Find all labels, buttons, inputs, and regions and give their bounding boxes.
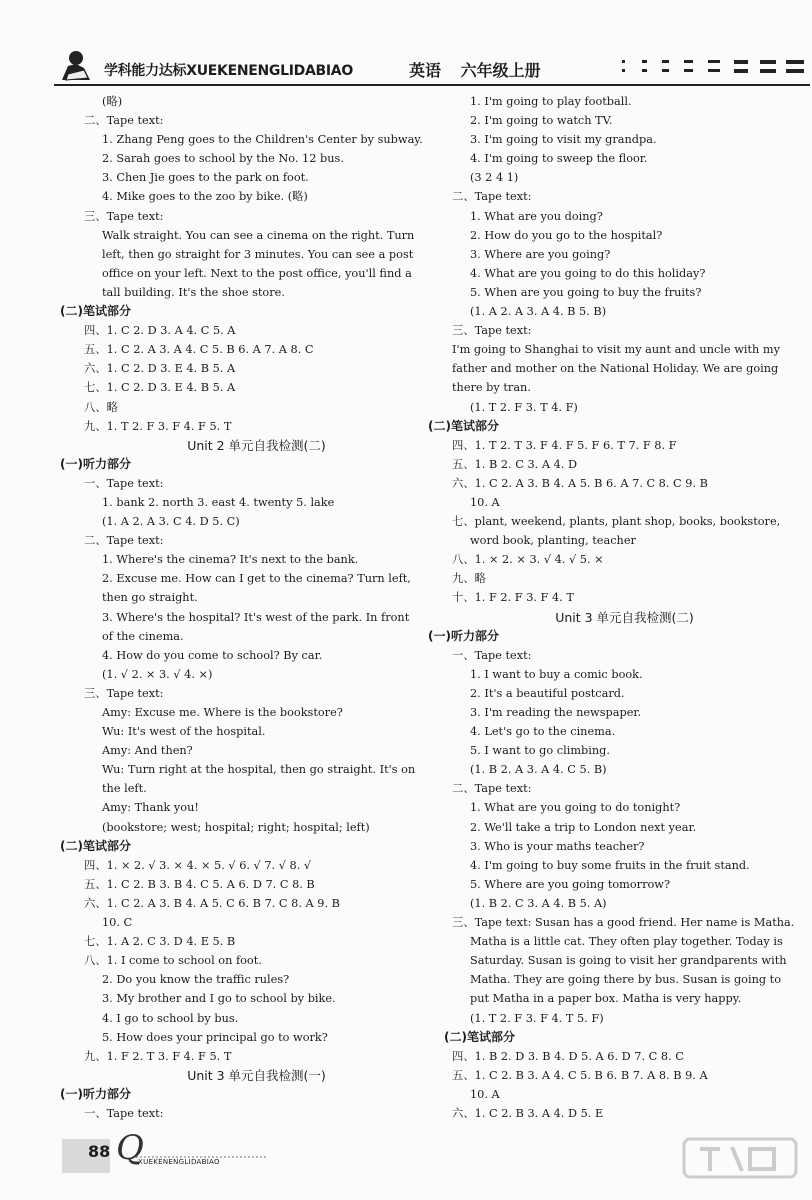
answer-line: (1. T 2. F 3. F 4. T 5. F) — [470, 1011, 604, 1025]
answer-line: 1. bank 2. north 3. east 4. twenty 5. lake — [102, 495, 335, 509]
unit-heading: Unit 3 单元自我检测(二) — [555, 609, 694, 625]
answer-line: Wu: Turn right at the hospital, then go straight. It's on — [102, 763, 416, 777]
answer-line: 七、plant, weekend, plants, plant shop, books, bookstore, — [452, 515, 781, 529]
answer-line: (bookstore; west; hospital; right; hospital; left) — [102, 820, 370, 834]
section-heading: (二)笔试部分 — [428, 418, 499, 433]
student-reading-logo-icon — [58, 46, 94, 82]
unit-heading: Unit 2 单元自我检测(二) — [187, 437, 326, 453]
answer-line: Matha is a little cat. They often play together. Today is — [470, 935, 783, 949]
answer-line: 1. I want to buy a comic book. — [470, 667, 643, 681]
answer-line: 4. I go to school by bus. — [102, 1011, 239, 1025]
answer-line: 二、Tape text: — [452, 782, 532, 796]
answer-line: left, then go straight for 3 minutes. You can see a post — [102, 247, 414, 261]
answer-line: 1. What are you doing? — [470, 209, 603, 223]
answer-line: then go straight. — [102, 591, 198, 605]
answer-line: 5. When are you going to buy the fruits? — [470, 285, 702, 299]
answer-line: 一、Tape text: — [452, 648, 532, 662]
watermark-stamp-icon — [680, 1135, 800, 1193]
unit-heading: Unit 3 单元自我检测(一) — [187, 1067, 326, 1083]
answer-line: 七、1. A 2. C 3. D 4. E 5. B — [84, 935, 236, 949]
answer-line: (1. √ 2. × 3. √ 4. ×) — [102, 667, 213, 681]
answer-line: (1. B 2. C 3. A 4. B 5. A) — [470, 896, 607, 910]
answer-line: 4. Mike goes to the zoo by bike. (略) — [102, 190, 308, 204]
answer-line: tall building. It's the shoe store. — [102, 285, 285, 299]
answer-line: Matha. They are going there by bus. Susan is going to — [470, 973, 782, 987]
answer-line: 一、Tape text: — [84, 1106, 164, 1120]
section-heading: (二)笔试部分 — [60, 304, 131, 319]
answer-line: (1. A 2. A 3. C 4. D 5. C) — [102, 515, 240, 529]
answer-line: 一、Tape text: — [84, 476, 164, 490]
answer-line: 2. It's a beautiful postcard. — [470, 686, 625, 700]
answer-line: 二、Tape text: — [452, 190, 532, 204]
answer-line: Amy: Excuse me. Where is the bookstore? — [102, 706, 343, 719]
footer-brand: XUEKENENGLIDABIAO — [138, 1158, 220, 1166]
answer-line: 六、1. C 2. B 3. A 4. D 5. E — [452, 1106, 604, 1120]
answer-line: Saturday. Susan is going to visit her grandparents with — [470, 954, 787, 968]
answer-line: 1. What are you going to do tonight? — [470, 801, 681, 815]
answer-line: Amy: And then? — [102, 744, 193, 758]
answer-line: 八、略 — [84, 400, 118, 414]
answer-line: 八、1. × 2. × 3. √ 4. √ 5. × — [452, 553, 604, 567]
answer-line: 2. Do you know the traffic rules? — [102, 973, 290, 987]
answer-line: 九、1. T 2. F 3. F 4. F 5. T — [84, 419, 232, 433]
answer-line: 八、1. I come to school on foot. — [84, 954, 262, 968]
answer-line: 六、1. C 2. D 3. E 4. B 5. A — [84, 362, 236, 376]
answer-line: 三、Tape text: — [84, 209, 164, 223]
answer-line: Amy: Thank you! — [102, 801, 199, 815]
page-header — [0, 0, 812, 88]
answer-line: 10. A — [470, 1087, 500, 1101]
answer-line: put Matha in a paper box. Matha is very happy. — [470, 992, 742, 1006]
answer-line: 五、1. B 2. C 3. A 4. D — [452, 457, 578, 471]
section-heading: (一)听力部分 — [428, 628, 499, 643]
answer-line: 三、Tape text: Susan has a good friend. Her name is Matha. — [452, 916, 795, 930]
answer-line: 2. I'm going to watch TV. — [470, 114, 613, 128]
section-heading: (二)笔试部分 — [60, 838, 131, 853]
page-number: 88 — [88, 1142, 111, 1161]
section-heading: (一)听力部分 — [60, 456, 131, 471]
answer-line: 九、略 — [452, 572, 486, 586]
answer-line: 三、Tape text: — [84, 686, 164, 700]
answer-line: 四、1. C 2. D 3. A 4. C 5. A — [84, 324, 236, 338]
answer-line: father and mother on the National Holiday. We are going — [452, 362, 779, 376]
answer-line: 10. C — [102, 916, 133, 930]
answer-line: 四、1. T 2. T 3. F 4. F 5. F 6. T 7. F 8. F — [452, 438, 677, 452]
answer-line: there by tran. — [452, 381, 531, 395]
answer-line: Wu: It's west of the hospital. — [102, 725, 266, 739]
answer-line: 二、Tape text: — [84, 114, 164, 128]
answer-line: 10. A — [470, 495, 500, 509]
answer-line: 3. I'm reading the newspaper. — [470, 706, 642, 719]
answer-line: 2. Sarah goes to school by the No. 12 bus. — [102, 152, 344, 166]
answer-line: Walk straight. You can see a cinema on the right. Turn — [102, 228, 415, 242]
answer-line: (1. B 2. A 3. A 4. C 5. B) — [470, 763, 607, 777]
answer-line: 3. Where's the hospital? It's west of the park. In front — [102, 610, 410, 624]
answer-line: 九、1. F 2. T 3. F 4. F 5. T — [84, 1049, 232, 1063]
answer-line: 3. My brother and I go to school by bike. — [102, 992, 336, 1006]
answer-line: the left. — [102, 782, 147, 796]
answer-line: 六、1. C 2. A 3. B 4. A 5. B 6. A 7. C 8. C 9. B — [452, 476, 708, 490]
answer-line: 5. I want to go climbing. — [470, 744, 610, 758]
subject-title: 英语 六年级上册 — [409, 61, 541, 80]
answer-line: of the cinema. — [102, 629, 184, 643]
answer-line: 4. How do you come to school? By car. — [102, 648, 323, 662]
header-rule — [54, 84, 810, 86]
left-answer-column — [60, 92, 429, 1123]
answer-line: 3. Where are you going? — [470, 247, 611, 261]
answer-line: 四、1. × 2. √ 3. × 4. × 5. √ 6. √ 7. √ 8. √ — [84, 858, 312, 872]
answer-line: 2. We'll take a trip to London next year. — [470, 820, 697, 834]
answer-line: 五、1. C 2. A 3. A 4. C 5. B 6. A 7. A 8. C — [84, 343, 314, 357]
answer-line: 3. Chen Jie goes to the park on foot. — [102, 171, 309, 185]
footer-q-logo-icon: Q — [116, 1128, 144, 1168]
answer-line: word book, planting, teacher — [470, 534, 636, 548]
answer-line: 三、Tape text: — [452, 324, 532, 338]
answer-line: (略) — [102, 95, 123, 108]
answer-line: 1. Where's the cinema? It's next to the bank. — [102, 553, 359, 567]
answer-line: 1. I'm going to play football. — [470, 95, 632, 108]
answer-line: 5. Where are you going tomorrow? — [470, 877, 671, 891]
answer-line: 四、1. B 2. D 3. B 4. D 5. A 6. D 7. C 8. C — [452, 1049, 684, 1063]
answer-line: office on your left. Next to the post office, you'll find a — [102, 266, 412, 280]
answer-line: 4. I'm going to sweep the floor. — [470, 152, 648, 166]
answer-line: 4. Let's go to the cinema. — [470, 725, 616, 739]
answer-line: I'm going to Shanghai to visit my aunt and uncle with my — [452, 343, 780, 357]
section-heading: (二)笔试部分 — [444, 1029, 515, 1044]
answer-line: (1. T 2. F 3. T 4. F) — [470, 400, 578, 414]
answer-line: (1. A 2. A 3. A 4. B 5. B) — [470, 305, 607, 319]
answer-line: 1. Zhang Peng goes to the Children's Center by subway. — [102, 133, 423, 147]
answer-line: (3 2 4 1) — [470, 171, 519, 185]
answer-line: 4. What are you going to do this holiday? — [470, 266, 706, 280]
answer-line: 2. How do you go to the hospital? — [470, 228, 663, 242]
answer-line: 3. Who is your maths teacher? — [470, 839, 645, 853]
section-heading: (一)听力部分 — [60, 1086, 131, 1101]
answer-line: 七、1. C 2. D 3. E 4. B 5. A — [84, 381, 236, 395]
answer-line: 五、1. C 2. B 3. A 4. C 5. B 6. B 7. A 8. B 9. A — [452, 1068, 708, 1082]
answer-line: 十、1. F 2. F 3. F 4. T — [452, 591, 574, 605]
header-dash-decoration — [612, 58, 812, 74]
answer-line: 5. How does your principal go to work? — [102, 1030, 328, 1044]
brand-title: 学科能力达标XUEKENENGLIDABIAO — [104, 63, 353, 79]
answer-line: 2. Excuse me. How can I get to the cinema? Turn left, — [102, 572, 411, 586]
answer-line: 六、1. C 2. A 3. B 4. A 5. C 6. B 7. C 8. A 9. B — [84, 896, 340, 910]
answer-line: 3. I'm going to visit my grandpa. — [470, 133, 657, 147]
answer-line: 4. I'm going to buy some fruits in the fruit stand. — [470, 858, 750, 872]
right-answer-column — [428, 92, 797, 1123]
answer-line: 五、1. C 2. B 3. B 4. C 5. A 6. D 7. C 8. B — [84, 877, 315, 891]
answer-line: 二、Tape text: — [84, 534, 164, 548]
